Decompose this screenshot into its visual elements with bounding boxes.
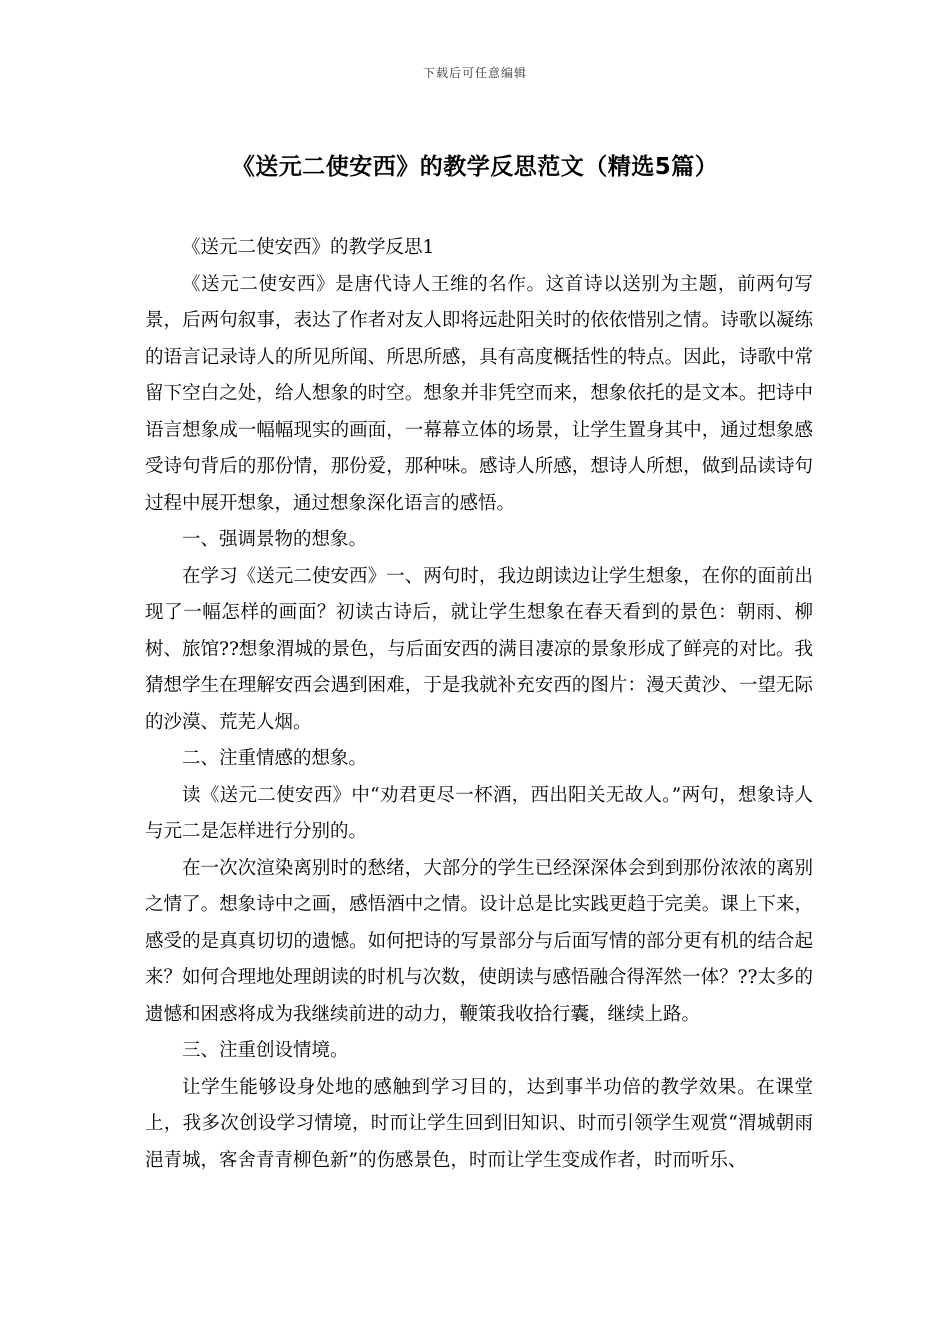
- subheading: 二、注重情感的想象。: [182, 748, 368, 769]
- paragraph: 让学生能够设身处地的感触到学习目的，达到事半功倍的教学效果。在课堂上，我多次创设学习情境，时而让学生回到旧知识、时而引领学生观赏“渭城朝雨浥青城，客舍青青柳色新”的伤感景色，时而让学生变成作者，时而听乐、: [145, 1076, 813, 1171]
- paragraph: 在一次次渲染离别时的愁绪，大部分的学生已经深深体会到到那份浓浓的离别之情了。想象诗中之画，感悟酒中之情。设计总是比实践更趋于完美。课上下来，感受的是真真切切的遗憾。如何把诗的写景部分与后面写情的部分更有机的结合起来？如何合理地处理朗读的时机与次数，使朗读与感悟融合得浑然一体？??太多的遗憾和困惑将成为我继续前进的动力，鞭策我收拾行囊，继续上路。: [145, 857, 813, 1025]
- document-body: [145, 230, 813, 1179]
- subheading: 三、注重创设情境。: [182, 1040, 349, 1061]
- document-title: 《送元二使安西》的教学反思范文（精选5篇）: [231, 154, 719, 180]
- page-header-note: 下载后可任意编辑: [422, 66, 527, 80]
- section-heading: 《送元二使安西》的教学反思1: [182, 237, 435, 258]
- paragraph: 《送元二使安西》是唐代诗人王维的名作。这首诗以送别为主题，前两句写景，后两句叙事，表达了作者对友人即将远赴阳关时的依依惜别之情。诗歌以凝练的语言记录诗人的所见所闻、所思所感，具有高度概括性的特点。因此，诗歌中常留下空白之处，给人想象的时空。想象并非凭空而来，想象依托的是文本。把诗中语言想象成一幅幅现实的画面，一幕幕立体的场景，让学生置身其中，通过想象感受诗句背后的那份情，那份爱，那种味。感诗人所感，想诗人所想，做到品读诗句过程中展开想象，通过想象深化语言的感悟。: [145, 273, 813, 514]
- paragraph: 读《送元二使安西》中“劝君更尽一杯酒，西出阳关无故人。”两句，想象诗人与元二是怎样进行分别的。: [145, 784, 813, 842]
- subheading: 一、强调景物的想象。: [182, 529, 368, 550]
- paragraph: 在学习《送元二使安西》一、两句时，我边朗读边让学生想象，在你的面前出现了一幅怎样的画面？初读古诗后，就让学生想象在春天看到的景色：朝雨、柳树、旅馆??想象渭城的景色，与后面安西的满目凄凉的景象形成了鲜亮的对比。我猜想学生在理解安西会遇到困难，于是我就补充安西的图片：漫天黄沙、一望无际的沙漠、荒芜人烟。: [145, 565, 813, 733]
